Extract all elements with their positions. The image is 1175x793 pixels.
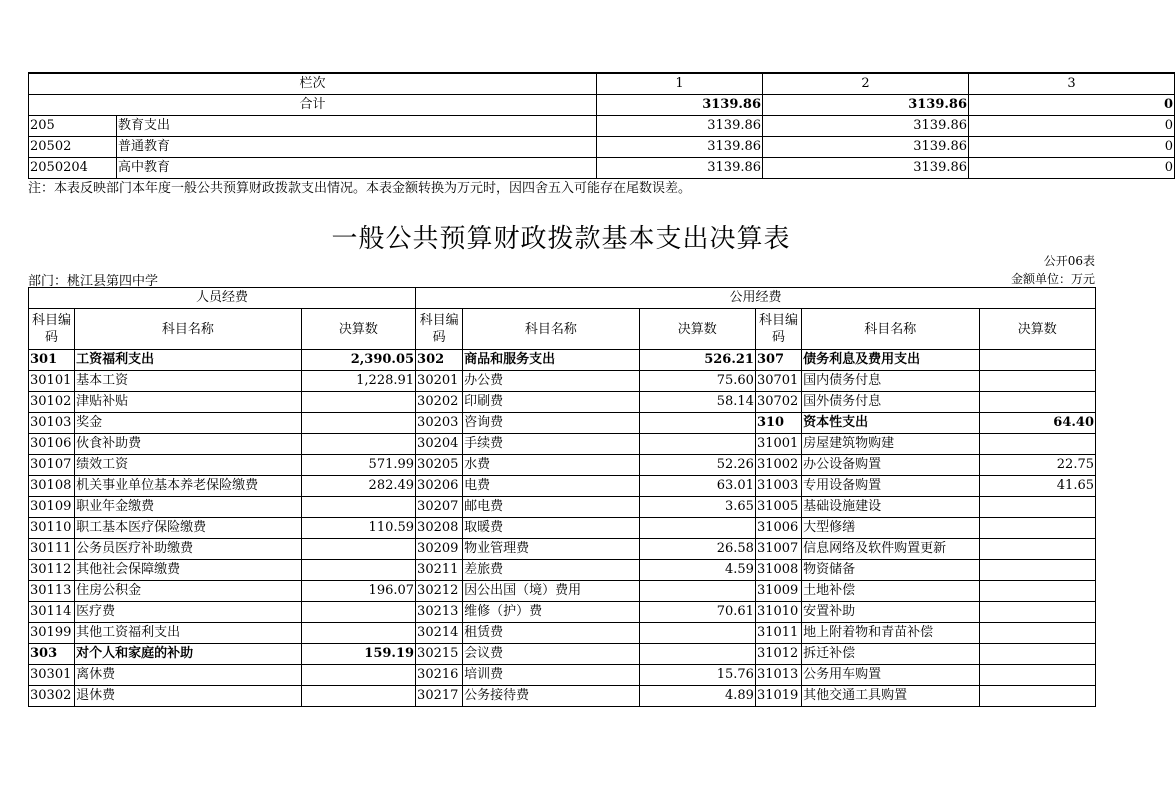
- table-row: [29, 686, 1096, 707]
- cell-b-code: 30207: [416, 497, 463, 518]
- cell-c-code: 31010: [755, 602, 801, 623]
- cell-b-amt: [639, 644, 755, 665]
- cell-c2: 3139.86: [763, 137, 969, 158]
- cell-c-code: 30701: [755, 371, 801, 392]
- form-number: 公开06表: [1043, 254, 1095, 268]
- cell-a-name: 机关事业单位基本养老保险缴费: [75, 476, 302, 497]
- table-row: [29, 392, 1096, 413]
- cell-c-name: 债务利息及费用支出: [802, 350, 979, 371]
- table-row: [29, 539, 1096, 560]
- cell-a-name: 医疗费: [75, 602, 302, 623]
- cell-a-amt: 110.59: [301, 518, 415, 539]
- cell-b-code: 30214: [416, 623, 463, 644]
- total-col-1: 3139.86: [597, 95, 763, 116]
- cell-a-code: 30109: [29, 497, 75, 518]
- cell-c-amt: [979, 602, 1095, 623]
- cell-a-amt: 159.19: [301, 644, 415, 665]
- cell-a-code: 30102: [29, 392, 75, 413]
- cell-name: 普通教育: [117, 137, 597, 158]
- header-row: [29, 73, 1175, 95]
- cell-b-code: 30217: [416, 686, 463, 707]
- cell-b-name: 邮电费: [463, 497, 639, 518]
- cell-a-code: 30199: [29, 623, 75, 644]
- department-label: 部门：桃江县第四中学: [28, 274, 159, 289]
- cell-c-amt: [979, 350, 1095, 371]
- cell-c-code: 31001: [755, 434, 801, 455]
- cell-b-name: 办公费: [463, 371, 639, 392]
- cell-b-code: 302: [416, 350, 463, 371]
- cell-c-code: 31006: [755, 518, 801, 539]
- cell-a-name: 绩效工资: [75, 455, 302, 476]
- total-col-2: 3139.86: [763, 95, 969, 116]
- table-row: [29, 623, 1096, 644]
- cell-b-code: 30206: [416, 476, 463, 497]
- cell-c2: 3139.86: [763, 158, 969, 179]
- cell-a-amt: [301, 602, 415, 623]
- cell-a-amt: [301, 434, 415, 455]
- cell-b-name: 手续费: [463, 434, 639, 455]
- table-row: [29, 644, 1096, 665]
- cell-c-amt: 41.65: [979, 476, 1095, 497]
- cell-a-code: 30113: [29, 581, 75, 602]
- cell-a-name: 基本工资: [75, 371, 302, 392]
- table-row: [29, 434, 1096, 455]
- table-row: [29, 476, 1096, 497]
- cell-b-name: 物业管理费: [463, 539, 639, 560]
- cell-c-name: 房屋建筑物购建: [802, 434, 979, 455]
- table-note: 注：本表反映部门本年度一般公共预算财政拨款支出情况。本表金额转换为万元时，因四舍五入可能存在尾数误差。: [28, 181, 692, 196]
- group-header-row: [29, 288, 1096, 309]
- cell-a-code: 30112: [29, 560, 75, 581]
- cell-b-amt: 4.89: [639, 686, 755, 707]
- cell-b-amt: [639, 623, 755, 644]
- table-row: [29, 518, 1096, 539]
- cell-c-code: 31019: [755, 686, 801, 707]
- cell-b-amt: [639, 518, 755, 539]
- total-col-3: 0: [969, 95, 1175, 116]
- cell-b-name: 培训费: [463, 665, 639, 686]
- cell-a-name: 其他工资福利支出: [75, 623, 302, 644]
- cell-a-name: 工资福利支出: [75, 350, 302, 371]
- cell-c-amt: [979, 581, 1095, 602]
- cell-c-code: 310: [755, 413, 801, 434]
- cell-b-amt: 15.76: [639, 665, 755, 686]
- cell-c-amt: [979, 644, 1095, 665]
- cell-a-amt: [301, 392, 415, 413]
- total-row: [29, 95, 1175, 116]
- cell-a-code: 30110: [29, 518, 75, 539]
- page-title: 一般公共预算财政拨款基本支出决算表: [331, 224, 791, 254]
- cell-a-code: 30107: [29, 455, 75, 476]
- cell-b-code: 30213: [416, 602, 463, 623]
- cell-c-amt: [979, 560, 1095, 581]
- cell-b-code: 30212: [416, 581, 463, 602]
- cell-a-amt: [301, 623, 415, 644]
- cell-c-name: 信息网络及软件购置更新: [802, 539, 979, 560]
- cell-c-code: 31013: [755, 665, 801, 686]
- cell-b-amt: [639, 434, 755, 455]
- cell-a-amt: [301, 413, 415, 434]
- cell-c-name: 土地补偿: [802, 581, 979, 602]
- table-row: [29, 602, 1096, 623]
- cell-c3: 0: [969, 116, 1175, 137]
- cell-b-amt: 58.14: [639, 392, 755, 413]
- cell-c-name: 拆迁补偿: [802, 644, 979, 665]
- cell-b-amt: [639, 413, 755, 434]
- cell-a-name: 职业年金缴费: [75, 497, 302, 518]
- col-code-b: 科目编码: [416, 309, 463, 350]
- table-row: [29, 455, 1096, 476]
- cell-b-amt: [639, 581, 755, 602]
- cell-c-code: 30702: [755, 392, 801, 413]
- col-name-a: 科目名称: [75, 309, 302, 350]
- cell-b-name: 水费: [463, 455, 639, 476]
- cell-c-amt: [979, 392, 1095, 413]
- cell-c1: 3139.86: [597, 158, 763, 179]
- cell-b-name: 会议费: [463, 644, 639, 665]
- cell-a-code: 30111: [29, 539, 75, 560]
- cell-a-name: 伙食补助费: [75, 434, 302, 455]
- cell-a-amt: 1,228.91: [301, 371, 415, 392]
- cell-b-name: 电费: [463, 476, 639, 497]
- cell-a-amt: [301, 686, 415, 707]
- col-code-c: 科目编码: [755, 309, 801, 350]
- cell-a-code: 30108: [29, 476, 75, 497]
- cell-c-name: 专用设备购置: [802, 476, 979, 497]
- cell-c3: 0: [969, 158, 1175, 179]
- cell-b-amt: 75.60: [639, 371, 755, 392]
- group-personnel: 人员经费: [29, 288, 416, 309]
- cell-code: 2050204: [29, 158, 117, 179]
- cell-c1: 3139.86: [597, 116, 763, 137]
- col-code-a: 科目编码: [29, 309, 75, 350]
- cell-b-code: 30216: [416, 665, 463, 686]
- column-header-row: [29, 309, 1096, 350]
- table-row: [29, 371, 1096, 392]
- cell-b-amt: 52.26: [639, 455, 755, 476]
- cell-c-code: 31005: [755, 497, 801, 518]
- cell-b-name: 租赁费: [463, 623, 639, 644]
- cell-name: 高中教育: [117, 158, 597, 179]
- cell-a-name: 公务员医疗补助缴费: [75, 539, 302, 560]
- cell-b-name: 商品和服务支出: [463, 350, 639, 371]
- cell-b-code: 30211: [416, 560, 463, 581]
- cell-a-name: 对个人和家庭的补助: [75, 644, 302, 665]
- cell-c-amt: [979, 686, 1095, 707]
- table-row: [29, 158, 1175, 179]
- cell-name: 教育支出: [117, 116, 597, 137]
- cell-a-amt: 282.49: [301, 476, 415, 497]
- cell-a-name: 津贴补贴: [75, 392, 302, 413]
- cell-a-code: 30106: [29, 434, 75, 455]
- cell-c-amt: [979, 539, 1095, 560]
- table-row: [29, 497, 1096, 518]
- cell-c-amt: 64.40: [979, 413, 1095, 434]
- cell-c-name: 资本性支出: [802, 413, 979, 434]
- cell-a-amt: 196.07: [301, 581, 415, 602]
- cell-c2: 3139.86: [763, 116, 969, 137]
- cell-b-code: 30215: [416, 644, 463, 665]
- cell-c-name: 办公设备购置: [802, 455, 979, 476]
- table-row: [29, 560, 1096, 581]
- cell-c-amt: [979, 518, 1095, 539]
- cell-a-name: 其他社会保障缴费: [75, 560, 302, 581]
- cell-b-code: 30203: [416, 413, 463, 434]
- cell-c-name: 安置补助: [802, 602, 979, 623]
- col-name-b: 科目名称: [463, 309, 639, 350]
- cell-a-amt: [301, 560, 415, 581]
- cell-c-code: 31008: [755, 560, 801, 581]
- cell-c-amt: [979, 623, 1095, 644]
- cell-a-name: 离休费: [75, 665, 302, 686]
- cell-b-amt: 3.65: [639, 497, 755, 518]
- col-amount-b: 决算数: [639, 309, 755, 350]
- cell-a-amt: [301, 665, 415, 686]
- cell-c3: 0: [969, 137, 1175, 158]
- cell-a-amt: [301, 539, 415, 560]
- cell-a-name: 退休费: [75, 686, 302, 707]
- cell-a-amt: [301, 497, 415, 518]
- cell-c-amt: [979, 665, 1095, 686]
- cell-c-name: 物资储备: [802, 560, 979, 581]
- table-row: [29, 665, 1096, 686]
- cell-c-code: 31012: [755, 644, 801, 665]
- cell-c-code: 31007: [755, 539, 801, 560]
- cell-b-name: 差旅费: [463, 560, 639, 581]
- table-row: [29, 350, 1096, 371]
- cell-c-name: 地上附着物和青苗补偿: [802, 623, 979, 644]
- header-col-2: 2: [763, 73, 969, 95]
- col-name-c: 科目名称: [802, 309, 979, 350]
- unit-label: 金额单位：万元: [1010, 272, 1095, 286]
- cell-c1: 3139.86: [597, 137, 763, 158]
- cell-b-name: 咨询费: [463, 413, 639, 434]
- group-public: 公用经费: [416, 288, 1096, 309]
- cell-code: 205: [29, 116, 117, 137]
- cell-a-code: 303: [29, 644, 75, 665]
- cell-c-code: 31003: [755, 476, 801, 497]
- cell-b-amt: 526.21: [639, 350, 755, 371]
- cell-a-code: 30114: [29, 602, 75, 623]
- cell-a-name: 奖金: [75, 413, 302, 434]
- cell-c-amt: [979, 434, 1095, 455]
- cell-b-name: 印刷费: [463, 392, 639, 413]
- cell-b-name: 公务接待费: [463, 686, 639, 707]
- cell-b-name: 取暖费: [463, 518, 639, 539]
- col-amount-c: 决算数: [979, 309, 1095, 350]
- cell-c-name: 公务用车购置: [802, 665, 979, 686]
- cell-b-code: 30208: [416, 518, 463, 539]
- cell-b-code: 30209: [416, 539, 463, 560]
- cell-b-code: 30204: [416, 434, 463, 455]
- cell-a-code: 301: [29, 350, 75, 371]
- header-col-1: 1: [597, 73, 763, 95]
- cell-a-amt: 2,390.05: [301, 350, 415, 371]
- cell-c-code: 307: [755, 350, 801, 371]
- summary-table: [28, 72, 1175, 179]
- table-row: [29, 137, 1175, 158]
- cell-c-amt: 22.75: [979, 455, 1095, 476]
- cell-b-amt: 4.59: [639, 560, 755, 581]
- header-col-3: 3: [969, 73, 1175, 95]
- cell-b-amt: 70.61: [639, 602, 755, 623]
- cell-a-name: 住房公积金: [75, 581, 302, 602]
- cell-c-amt: [979, 371, 1095, 392]
- header-label: 栏次: [29, 73, 597, 95]
- cell-b-code: 30202: [416, 392, 463, 413]
- cell-c-code: 31002: [755, 455, 801, 476]
- cell-b-name: 维修（护）费: [463, 602, 639, 623]
- expenditure-table: [28, 287, 1096, 707]
- cell-c-code: 31011: [755, 623, 801, 644]
- cell-b-code: 30201: [416, 371, 463, 392]
- col-amount-a: 决算数: [301, 309, 415, 350]
- cell-code: 20502: [29, 137, 117, 158]
- cell-b-amt: 26.58: [639, 539, 755, 560]
- cell-c-name: 国内债务付息: [802, 371, 979, 392]
- total-label: 合计: [29, 95, 597, 116]
- cell-c-name: 其他交通工具购置: [802, 686, 979, 707]
- cell-a-amt: 571.99: [301, 455, 415, 476]
- cell-a-name: 职工基本医疗保险缴费: [75, 518, 302, 539]
- table-row: [29, 116, 1175, 137]
- cell-b-name: 因公出国（境）费用: [463, 581, 639, 602]
- cell-a-code: 30103: [29, 413, 75, 434]
- cell-c-code: 31009: [755, 581, 801, 602]
- cell-b-code: 30205: [416, 455, 463, 476]
- table-row: [29, 413, 1096, 434]
- cell-c-amt: [979, 497, 1095, 518]
- cell-a-code: 30301: [29, 665, 75, 686]
- cell-c-name: 基础设施建设: [802, 497, 979, 518]
- cell-c-name: 大型修缮: [802, 518, 979, 539]
- cell-a-code: 30101: [29, 371, 75, 392]
- table-row: [29, 581, 1096, 602]
- cell-a-code: 30302: [29, 686, 75, 707]
- cell-c-name: 国外债务付息: [802, 392, 979, 413]
- cell-b-amt: 63.01: [639, 476, 755, 497]
